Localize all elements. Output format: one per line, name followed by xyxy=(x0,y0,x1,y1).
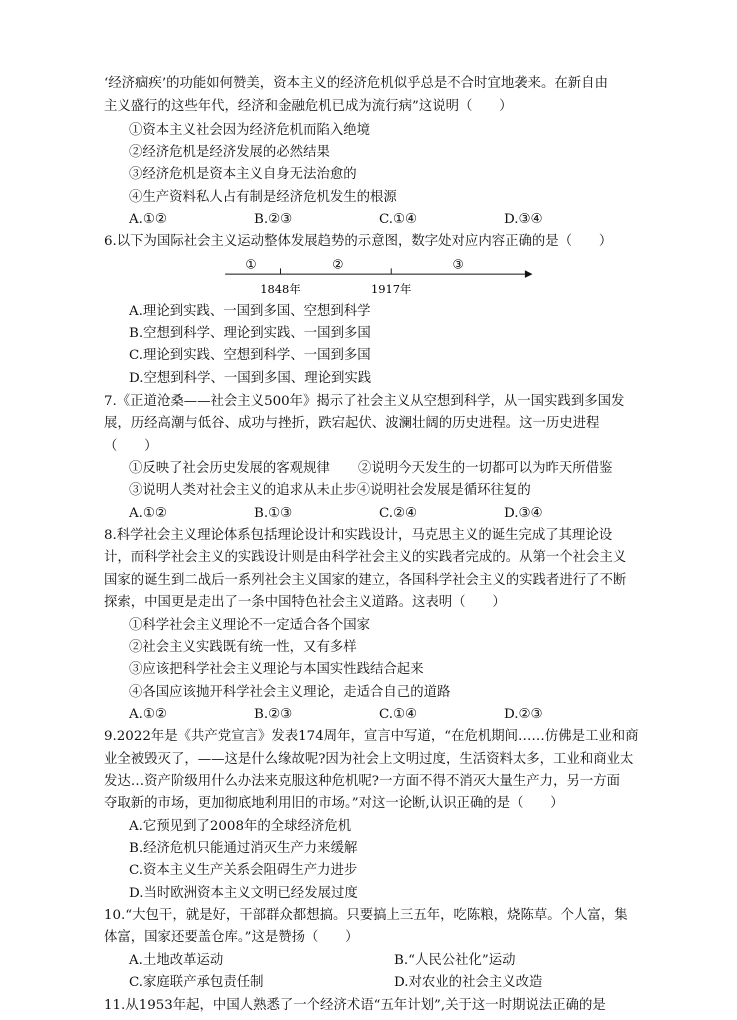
q6-option-c[interactable]: C.理论到实践、空想到科学、一国到多国 xyxy=(129,348,371,364)
q8-stem-line-2: 计，而科学社会主义的实践设计则是由科学社会主义的实践者完成的。从第一个社会主义 xyxy=(104,550,627,566)
q8-stem-line-4: 探索，中国更是走出了一条中国特色社会主义道路。这表明（ ） xyxy=(104,595,506,611)
q5-options xyxy=(129,210,649,229)
q7-item: ②说明今天发生的一切都可以为昨天所借鉴 xyxy=(358,461,613,477)
q9-option-a[interactable]: A.它预见到了2008年的全球经济危机 xyxy=(129,818,352,834)
q9-option-d[interactable]: D.当时欧洲资本主义文明已经发展过度 xyxy=(129,885,358,901)
q10-stem-line-1: 10.“大包干，就是好，干部群众都想搞。只要搞上三五年，吃陈粮，烧陈草。个人富，集 xyxy=(104,908,628,924)
q8-stem-line-3: 国家的诞生到二战后一系列社会主义国家的建立，各国科学社会主义的实践者进行了不断 xyxy=(104,572,627,588)
q10-options-row-2 xyxy=(129,973,689,992)
q10-option-b[interactable]: B.“人民公社化”运动 xyxy=(394,952,516,968)
q8-item: ④各国应该抛开科学社会主义理论，走适合自己的道路 xyxy=(129,684,451,700)
q5-option-c[interactable]: C.①④ xyxy=(379,212,418,228)
q7-stem-line-2: 展，历经高潮与低谷、成功与挫折，跌宕起伏、波澜壮阔的历史进程。这一历史进程 xyxy=(104,416,600,432)
q7-stem-line-1: 7.《正道沧桑——社会主义500年》揭示了社会主义从空想到科学，从一国实践到多国发 xyxy=(104,394,625,409)
timeline-arrow-icon xyxy=(525,270,533,278)
q11-stem-line-1: 11.从1953年起，中国人熟悉了一个经济术语“五年计划”,关于这一时期说法正确的是 xyxy=(104,997,606,1013)
q7-stem-line-3: （ ） xyxy=(104,438,158,454)
q7-option-b[interactable]: B.①③ xyxy=(254,505,293,521)
q10-option-d[interactable]: D.对农业的社会主义改造 xyxy=(394,975,543,991)
q7-items-row-2: ③说明人类对社会主义的追求从未止步④说明社会发展是循环往复的 xyxy=(129,483,531,499)
timeline-year-1848: 1848年 xyxy=(260,282,301,297)
q5-item: ①资本主义社会因为经济危机而陷入绝境 xyxy=(129,122,371,138)
q7-options xyxy=(129,504,649,523)
q8-option-c[interactable]: C.①④ xyxy=(379,706,418,722)
q10-stem-line-2: 体富，国家还要盖仓库。”这是赞扬（ ） xyxy=(104,930,359,946)
q8-option-d[interactable]: D.②③ xyxy=(504,706,543,722)
q5-item: ④生产资料私人占有制是经济危机发生的根源 xyxy=(129,189,397,205)
q9-option-c[interactable]: C.资本主义生产关系会阻碍生产力进步 xyxy=(129,863,358,879)
q7-item: ①反映了社会历史发展的客观规律 xyxy=(129,461,330,477)
q5-item: ②经济危机是经济发展的必然结果 xyxy=(129,145,330,161)
q5-option-d[interactable]: D.③④ xyxy=(504,212,543,228)
q8-item: ①科学社会主义理论不一定适合各个国家 xyxy=(129,617,371,633)
q5-stem-line-2: 主义盛行的这些年代，经济和金融危机已成为流行病”这说明（ ） xyxy=(104,99,513,115)
q9-stem-line-4: 夺取新的市场，更加彻底地利用旧的市场。”对这一论断,认识正确的是（ ） xyxy=(104,796,564,812)
q8-options xyxy=(129,705,649,724)
q8-item: ②社会主义实践既有统一性，又有多样 xyxy=(129,639,357,655)
q5-option-b[interactable]: B.②③ xyxy=(254,212,293,228)
timeline-year-1917: 1917年 xyxy=(370,282,412,297)
q7-option-a[interactable]: A.①② xyxy=(129,505,167,521)
q7-option-c[interactable]: C.②④ xyxy=(379,505,418,521)
q9-stem-line-2: 业全被毁灭了，——这是什么缘故呢?因为社会上文明过度，生活资料太多，工业和商业太 xyxy=(104,751,634,767)
q8-stem-line-1: 8.科学社会主义理论体系包括理论设计和实践设计，马克思主义的诞生完成了其理论设 xyxy=(104,528,613,544)
q5-item: ③经济危机是资本主义自身无法治愈的 xyxy=(129,167,357,183)
q6-option-a[interactable]: A.理论到实践、一国到多国、空想到科学 xyxy=(129,303,371,319)
q6-option-d[interactable]: D.空想到科学、一国到多国、理论到实践 xyxy=(129,370,372,386)
q5-option-a[interactable]: A.①② xyxy=(129,212,167,228)
timeline-label-1: ① xyxy=(245,256,257,272)
q7-option-d[interactable]: D.③④ xyxy=(504,505,543,521)
q8-option-b[interactable]: B.②③ xyxy=(254,706,293,722)
q6-timeline-diagram xyxy=(210,255,540,297)
q9-option-b[interactable]: B.经济危机只能通过消灭生产力来缓解 xyxy=(129,841,358,857)
q9-stem-line-1: 9.2022年是《共产党宣言》发表174周年，宣言中写道，“在危机期间……仿佛是工业和商 xyxy=(104,729,639,745)
q8-option-a[interactable]: A.①② xyxy=(129,706,167,722)
q6-option-b[interactable]: B.空想到科学、理论到实践、一国到多国 xyxy=(129,325,371,341)
q10-option-c[interactable]: C.家庭联产承包责任制 xyxy=(129,975,264,991)
q5-stem-line-1: ‘经济痼疾’的功能如何赞美，资本主义的经济危机似乎总是不合时宜地袭来。在新自由 xyxy=(104,76,608,91)
q7-items-row-1 xyxy=(129,459,689,478)
q6-stem: 6.以下为国际社会主义运动整体发展趋势的示意图，数字处对应内容正确的是（ ） xyxy=(104,234,613,250)
q10-options-row-1 xyxy=(129,951,689,970)
q10-option-a[interactable]: A.土地改革运动 xyxy=(129,952,224,968)
q9-stem-line-3: 发达…资产阶级用什么办法来克服这种危机呢?一方面不得不消灭大量生产力，另一方面 xyxy=(104,773,621,789)
timeline-label-3: ③ xyxy=(452,256,464,272)
timeline-label-2: ② xyxy=(332,256,344,272)
q8-item: ③应该把科学社会主义理论与本国实性践结合起来 xyxy=(129,662,424,678)
